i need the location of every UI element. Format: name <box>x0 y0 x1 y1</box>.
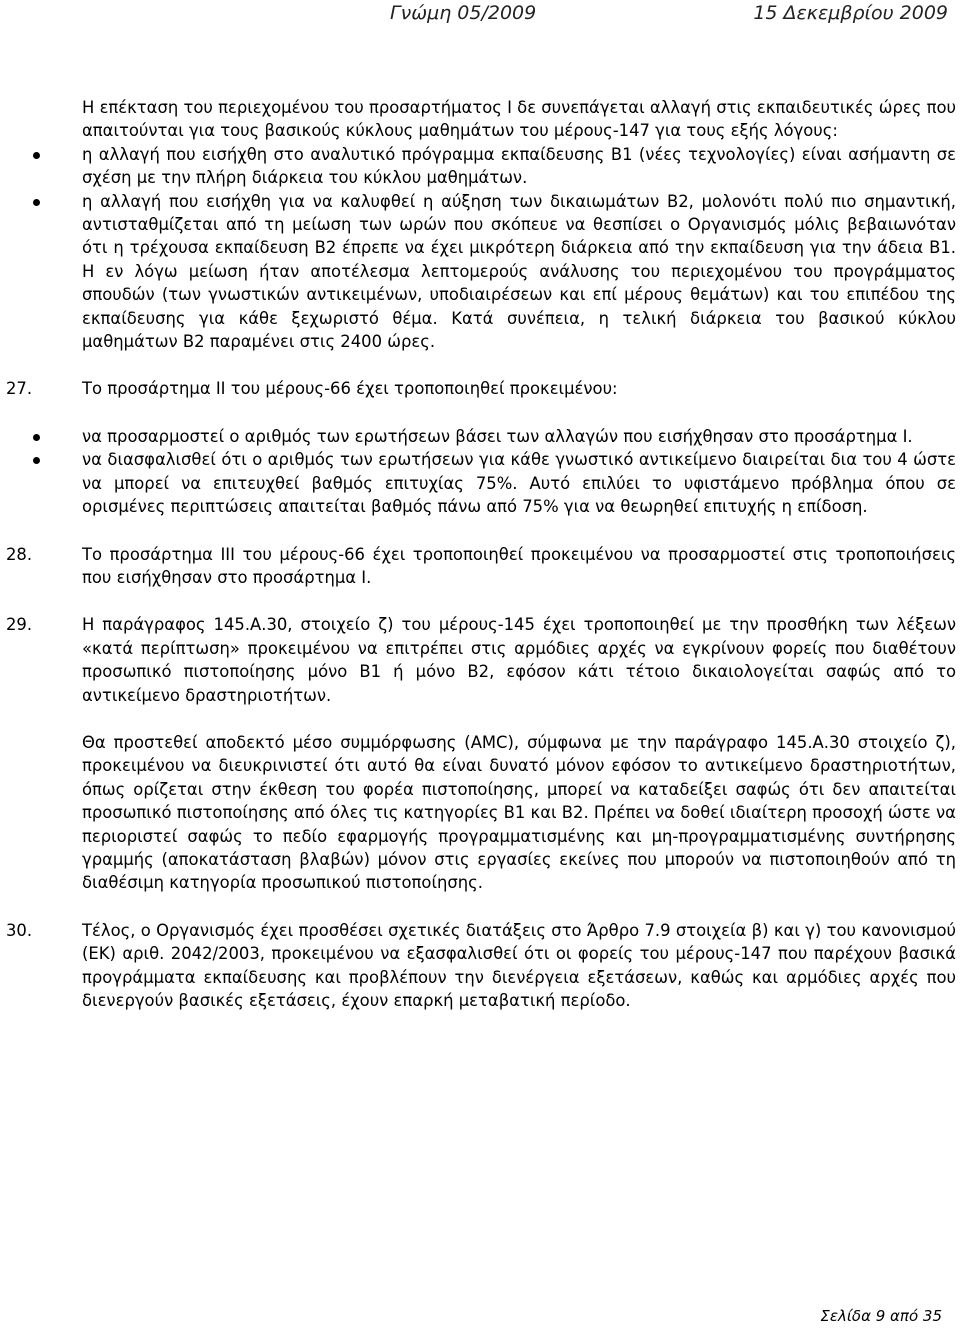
bullet-icon <box>33 457 40 464</box>
bullet-text: η αλλαγή που εισήχθη στο αναλυτικό πρόγραμμα εκπαίδευσης Β1 (νέες τεχνολογίες) είναι ασήμαντη σε σχέση με την πλήρη διάρκεια του κύκλου μαθημάτων. <box>82 144 956 188</box>
intro-paragraph: Η επέκταση του περιεχομένου του προσαρτήματος Ι δε συνεπάγεται αλλαγή στις εκπαιδευτικές ώρες που απαιτούνται για τους βασικούς κύκλους μαθημάτων του μέρους-147 για τους εξής λόγους: <box>82 98 956 141</box>
list-item <box>82 190 956 354</box>
item-28 <box>6 543 956 590</box>
list-item <box>82 448 956 518</box>
page-content <box>6 96 956 1012</box>
list-item <box>82 143 956 190</box>
item-number: 30. <box>6 920 33 940</box>
list-item <box>82 425 956 448</box>
bullet-text: να διασφαλισθεί ότι ο αριθμός των ερωτήσεων για κάθε γνωστικό αντικείμενο διαιρείται δια του 4 ώστε να μπορεί να επιτευχθεί βαθμός επιτυχίας 75%. Αυτό επιλύει το υφιστάμενο πρόβλημα όπου σε ορισμένες περιπτώσεις απαιτείται βαθμός πάνω από 75% για να θεωρηθεί επιτυχής η επίδοση. <box>82 450 956 517</box>
item-text: Το προσάρτημα ΙΙΙ του μέρους-66 έχει τροποποιηθεί προκειμένου να προσαρμοστεί στις τροποποιήσεις που εισήχθησαν στο προσάρτημα Ι. <box>82 544 956 587</box>
bullet-icon <box>33 152 40 159</box>
intro-bullet-list <box>82 143 956 354</box>
item-27 <box>6 377 956 400</box>
item-30 <box>6 919 956 1013</box>
bullet-icon <box>33 199 40 206</box>
item-29 <box>6 613 956 894</box>
item-text: Τέλος, ο Οργανισμός έχει προσθέσει σχετικές διατάξεις στο Άρθρο 7.9 στοιχεία β) και γ) του κανονισμού (ΕΚ) αριθ. 2042/2003, προκειμένου να εξασφαλισθεί ότι οι φορείς του μέρους-147 που παρέχουν βασικά προγράμματα εκπαίδευσης και προβλέπουν την διενέργεια εξετάσεων, καθώς και αρμόδιες αρχές που διενεργούν βασικές εξετάσεις, έχουν επαρκή μεταβατική περίοδο. <box>82 920 956 1010</box>
item-number: 27. <box>6 379 33 399</box>
item-number: 28. <box>6 544 33 564</box>
bullet-text: η αλλαγή που εισήχθη για να καλυφθεί η αύξηση των δικαιωμάτων Β2, μολονότι πολύ πιο σημαντική, αντισταθμίζεται από τη μείωση των ωρών που σκόπευε να θεσπίσει ο Οργανισμός μόλις βεβαιωνόταν ότι η τρέχουσα εκπαίδευση Β2 έπρεπε να έχει μικρότερη διάρκεια από την εκπαίδευση για την άδεια Β1. Η εν λόγω μείωση ήταν αποτέλεσμα λεπτομερούς ανάλυσης του περιεχομένου του προγράμματος σπουδών (των γνωστικών αντικειμένων, υποδιαιρέσεων και επί μέρους θεμάτων) και του επιπέδου της εκπαίδευσης για κάθε ξεχωριστό θέμα. Κατά συνέπεια, η τελική διάρκεια του βασικού κύκλου μαθημάτων Β2 παραμένει στις 2400 ώρες. <box>82 191 956 352</box>
document-title: Γνώμη 05/2009 <box>390 2 537 24</box>
bullet-text: να προσαρμοστεί ο αριθμός των ερωτήσεων βάσει των αλλαγών που εισήχθησαν στο προσάρτημα Ι. <box>82 426 913 446</box>
page-header <box>0 2 960 34</box>
item-27-bullet-list <box>82 425 956 519</box>
bullet-icon <box>33 434 40 441</box>
item-text: Η παράγραφος 145.Α.30, στοιχείο ζ) του μέρους-145 έχει τροποποιηθεί με την προσθήκη των λέξεων «κατά περίπτωση» προκειμένου να επιτρέπει στις αρμόδιες αρχές να εγκρίνουν φορείς που διαθέτουν προσωπικό πιστοποίησης μόνο Β1 ή μόνο Β2, εφόσον κάτι τέτοιο δικαιολογείται σαφώς από το αντικείμενο δραστηριοτήτων. <box>82 615 956 705</box>
document-date: 15 Δεκεμβρίου 2009 <box>753 2 948 24</box>
item-text: Το προσάρτημα ΙΙ του μέρους-66 έχει τροποποιηθεί προκειμένου: <box>82 379 618 399</box>
item-text-continued: Θα προστεθεί αποδεκτό μέσο συμμόρφωσης (AMC), σύμφωνα με την παράγραφο 145.Α.30 στοιχείο ζ), προκειμένου να διευκρινιστεί ότι αυτό θα είναι δυνατό μόνον εφόσον το αντικείμενο δραστηριοτήτων, όπως ορίζεται στην έκθεση του φορέα πιστοποίησης, μπορεί να καταδείξει σαφώς ότι δεν απαιτείται προσωπικό πιστοποίησης από όλες τις κατηγορίες Β1 και Β2. Πρέπει να δοθεί ιδιαίτερη προσοχή ώστε να περιοριστεί σαφώς το πεδίο εφαρμογής προγραμματισμένης και μη-προγραμματισμένης συντήρησης γραμμής (αποκατάσταση βλαβών) μόνον στις εργασίες εκείνες που μπορούν να πιστοποιηθούν από τη διαθέσιμη κατηγορία προσωπικού πιστοποίησης. <box>82 732 956 893</box>
page-number: Σελίδα 9 από 35 <box>820 1307 942 1325</box>
item-number: 29. <box>6 615 33 635</box>
